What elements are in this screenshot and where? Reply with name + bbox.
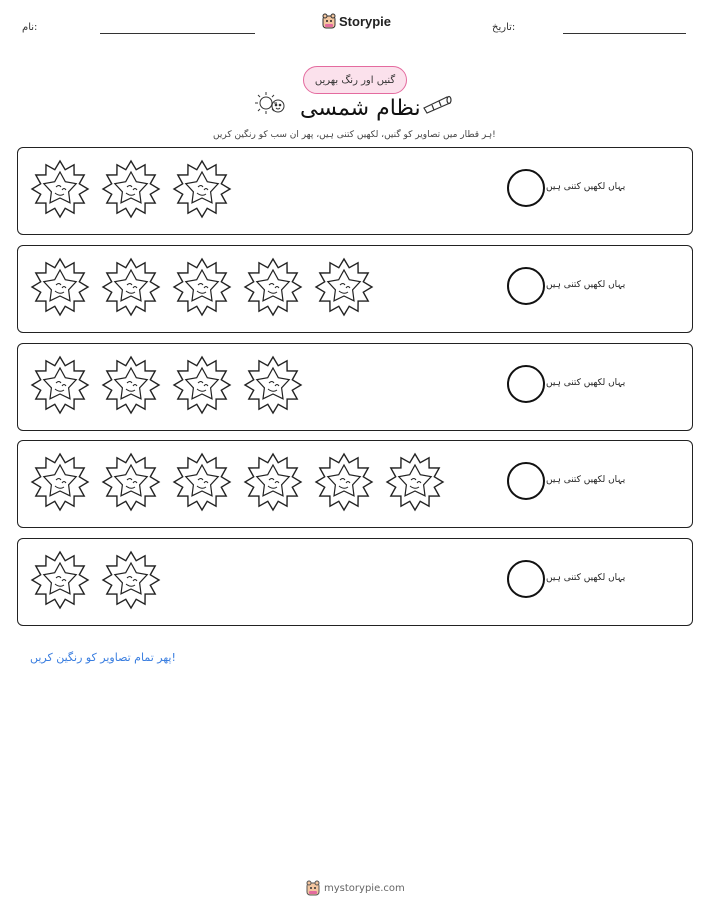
sun-icon [30,257,90,321]
footer-url[interactable]: mystorypie.com [324,882,405,894]
write-count-label: یہاں لکھیں کتنی ہیں [546,573,626,583]
name-label: نام: [22,22,38,33]
answer-circle[interactable] [507,365,545,403]
sun-icon [101,550,161,614]
color-all-note: پھر تمام تصاویر کو رنگین کریں! [30,651,176,664]
write-count-label: یہاں لکھیں کتنی ہیں [546,378,626,388]
name-line [100,33,255,34]
sun-icon [30,550,90,614]
brand-logo [322,13,391,29]
sun-icon [243,355,303,419]
count-row [17,147,693,235]
sun-face-icon [255,91,287,117]
sun-icon [243,452,303,516]
sun-icon [314,452,374,516]
date-label: تاریخ: [492,22,516,33]
storypie-mascot-icon [322,13,336,29]
write-count-label: یہاں لکھیں کتنی ہیں [546,475,626,485]
brand-name: Storypie [339,13,392,29]
page-title: نظام شمسی [300,96,421,121]
count-row [17,343,693,431]
telescope-icon [421,94,455,114]
date-line [563,33,686,34]
sun-icon [30,452,90,516]
sun-icon [385,452,445,516]
sun-icon [172,355,232,419]
answer-circle[interactable] [507,169,545,207]
sun-icon [172,452,232,516]
storypie-mascot-icon [306,880,320,896]
sun-icon [172,159,232,223]
write-count-label: یہاں لکھیں کتنی ہیں [546,182,626,192]
footer-brand [306,880,405,896]
sun-icon [101,355,161,419]
count-row [17,440,693,528]
write-count-label: یہاں لکھیں کتنی ہیں [546,280,626,290]
sun-icon [314,257,374,321]
activity-badge: گنیں اور رنگ بھریں [303,66,407,94]
sun-icon [243,257,303,321]
sun-icon [101,452,161,516]
answer-circle[interactable] [507,267,545,305]
instruction-text: ہر قطار میں تصاویر کو گنیں، لکھیں کتنی ہیں، پھر ان سب کو رنگین کریں! [213,130,496,140]
answer-circle[interactable] [507,560,545,598]
sun-icon [30,355,90,419]
count-row [17,538,693,626]
answer-circle[interactable] [507,462,545,500]
count-row [17,245,693,333]
sun-icon [30,159,90,223]
sun-icon [101,159,161,223]
sun-icon [101,257,161,321]
sun-icon [172,257,232,321]
